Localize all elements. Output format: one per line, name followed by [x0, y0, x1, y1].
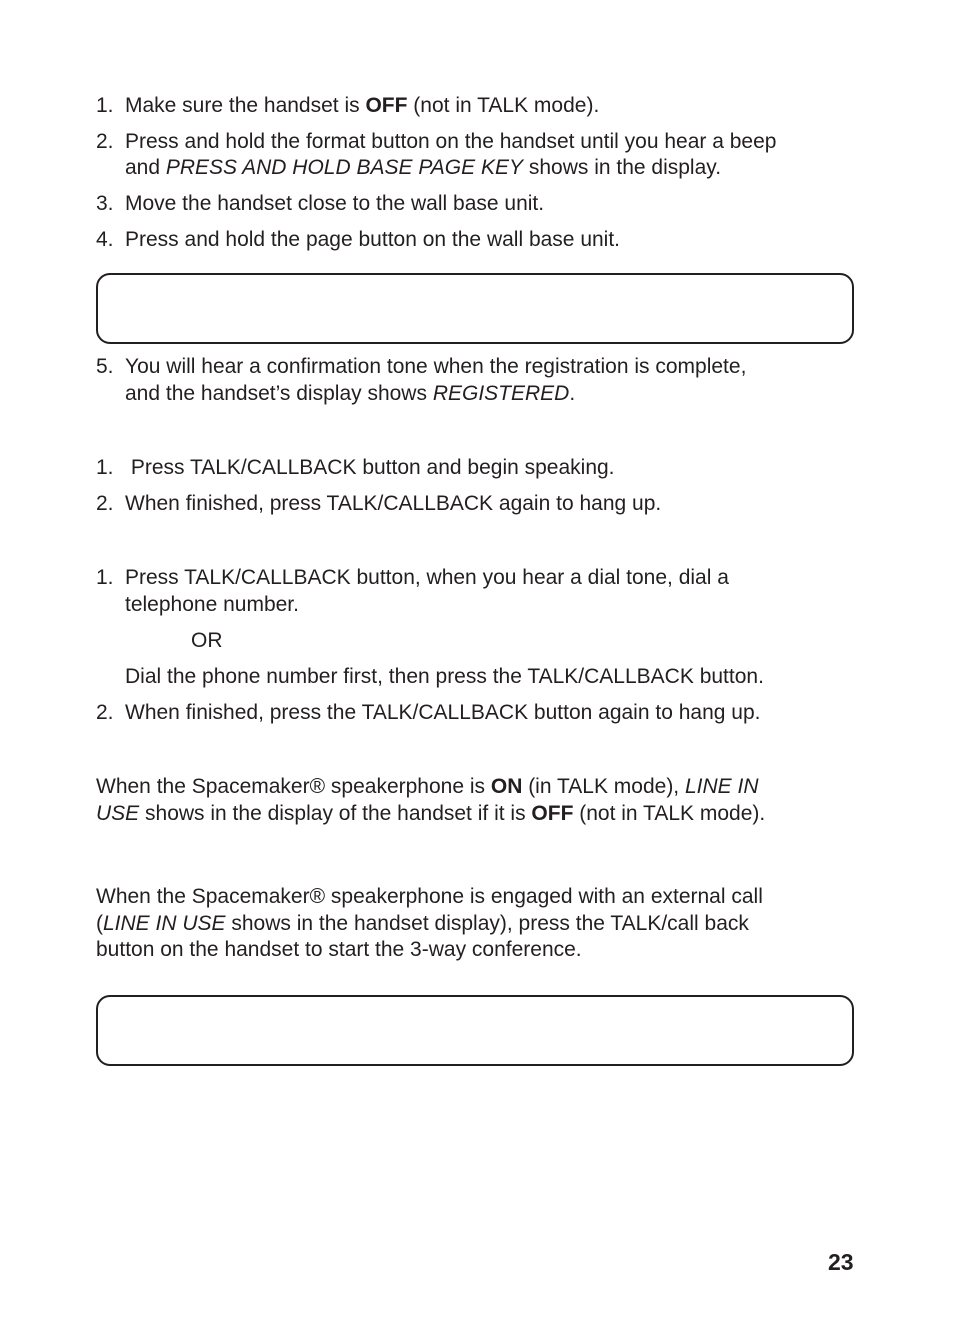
step-4-press-page: 4. Press and hold the page button on the wall base unit.	[96, 228, 621, 251]
call-alternative: Dial the phone number first, then press the TALK/CALLBACK button.	[125, 665, 764, 688]
step-5-confirmation: 5. You will hear a confirmation tone when the registration is complete,	[96, 355, 747, 378]
call-step-1-continuation: telephone number.	[125, 593, 299, 616]
step-5-continuation: and the handset’s display shows REGISTERED.	[125, 382, 576, 405]
step-2-press-format: 2. Press and hold the format button on the handset until you hear a beep	[96, 130, 777, 153]
conference-paragraph-line-2: (LINE IN USE shows in the handset display), press the TALK/call back	[96, 912, 749, 935]
line-in-use-paragraph-line-1: When the Spacemaker® speakerphone is ON (in TALK mode), LINE IN	[96, 775, 759, 798]
page-number: 23	[828, 1249, 854, 1275]
intercom-step-2: 2. When finished, press TALK/CALLBACK again to hang up.	[96, 492, 662, 515]
line-in-use-paragraph-line-2: USE shows in the display of the handset if it is OFF (not in TALK mode).	[96, 802, 766, 825]
step-1-handset-off: 1. Make sure the handset is OFF (not in TALK mode).	[96, 94, 600, 117]
step-3-move-handset: 3. Move the handset close to the wall base unit.	[96, 192, 545, 215]
note-box-2	[96, 995, 854, 1066]
note-box-1	[96, 273, 854, 344]
or-separator: OR	[191, 629, 223, 652]
step-2-continuation: and PRESS AND HOLD BASE PAGE KEY shows in the display.	[125, 156, 722, 179]
intercom-step-1: 1. Press TALK/CALLBACK button and begin speaking.	[96, 456, 615, 479]
conference-paragraph-line-1: When the Spacemaker® speakerphone is engaged with an external call	[96, 885, 763, 908]
conference-paragraph-line-3: button on the handset to start the 3-way conference.	[96, 938, 582, 961]
call-step-2: 2. When finished, press the TALK/CALLBACK button again to hang up.	[96, 701, 761, 724]
call-step-1: 1. Press TALK/CALLBACK button, when you hear a dial tone, dial a	[96, 566, 729, 589]
